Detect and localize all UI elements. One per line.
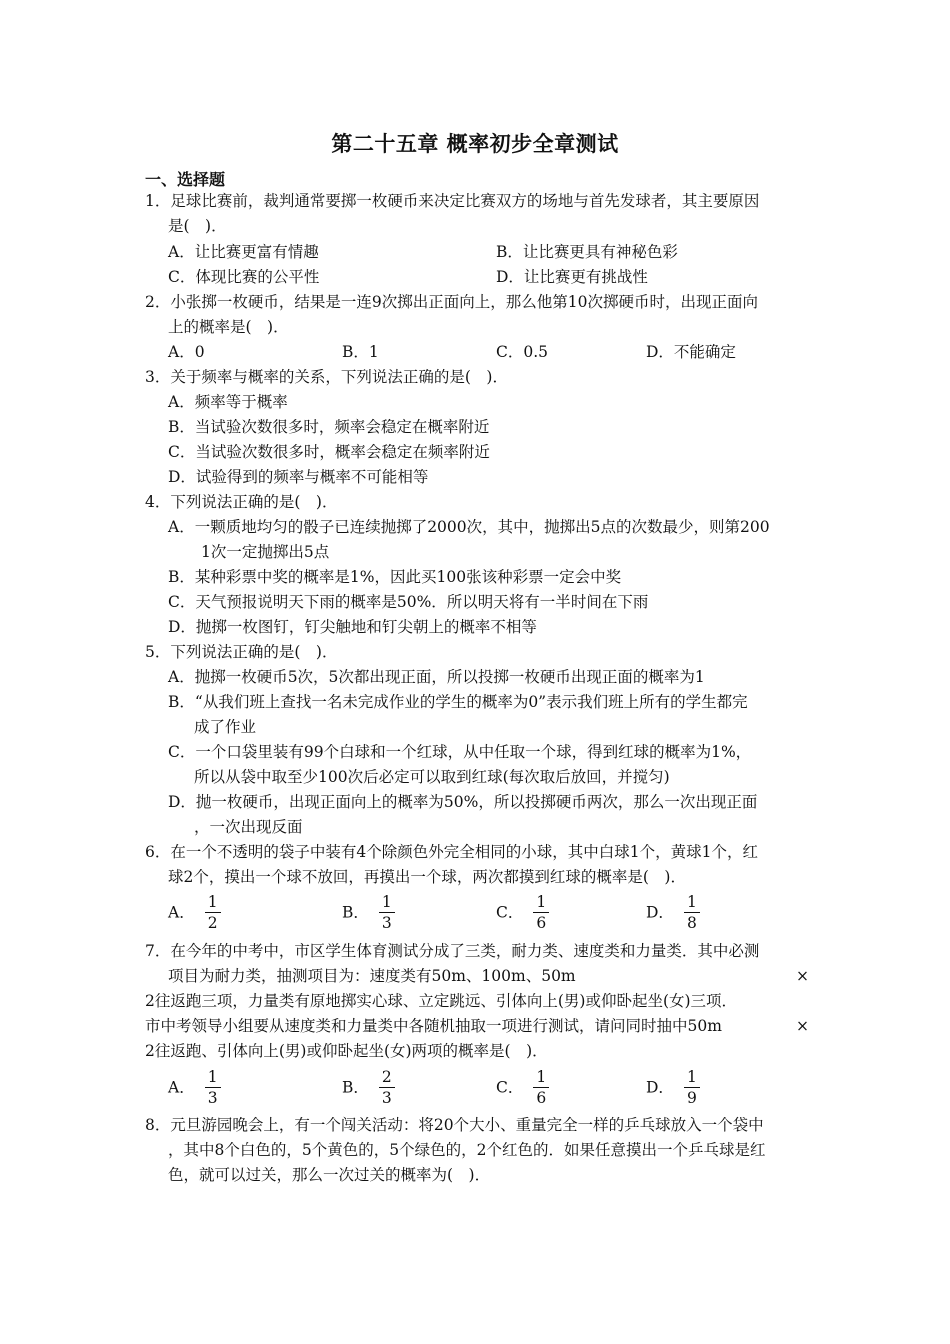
q8-stem-line3: 色，就可以过关，那么一次过关的概率为( )． [168,1166,491,1184]
fraction-numerator: 2 [379,1068,395,1088]
fraction-denominator: 8 [686,914,697,932]
q6-option-b-label: B． [342,903,369,922]
q5-option-d-line1: D．抛一枚硬币，出现正面向上的概率为50%，所以投掷硬币两次，那么一次出现正面 [168,793,758,811]
q7-option-c [496,1068,549,1107]
fraction-denominator: 3 [381,1089,392,1107]
q3-option-a: A．频率等于概率 [168,393,288,411]
fraction-numerator: 1 [533,893,549,913]
q7-option-b-label: B． [342,1078,369,1097]
q6-option-a-label: A． [168,903,195,922]
q7-option-d-label: D． [646,1078,674,1097]
q6-option-c-label: C． [496,903,524,922]
q7-option-a-fraction [205,1068,221,1107]
q6-option-c-fraction [533,893,549,932]
q2-option-c: C．0.5 [496,343,549,361]
q4-option-a-line1: A．一颗质地均匀的骰子已连续抛掷了2000次，其中，抛掷出5点的次数最少，则第200 [168,518,770,536]
q1-option-b: B．让比赛更具有神秘色彩 [496,243,678,261]
q4-option-a-line2: 1次一定抛掷出5点 [201,543,330,561]
q1-stem-line1: 1．足球比赛前，裁判通常要掷一枚硬币来决定比赛双方的场地与首先发球者，其主要原因 [145,192,760,210]
q7-option-a-label: A． [168,1078,195,1097]
fraction-numerator: 1 [205,1068,221,1088]
q6-option-b [342,893,395,932]
q6-option-d-label: D． [646,903,674,922]
q7-stem-line4: 市中考领导小组要从速度类和力量类中各随机抽取一项进行测试，请问同时抽中50m [145,1017,722,1035]
q7-option-d-fraction [684,1068,700,1107]
q7-option-a [168,1068,221,1107]
q6-option-a [168,893,221,932]
q1-option-a: A．让比赛更富有情趣 [168,243,319,261]
q5-stem-line1: 5．下列说法正确的是( )． [145,643,338,661]
q7-stem-line2-times: × [796,967,809,985]
q7-stem-line4-times: × [796,1017,809,1035]
section-heading: 一、选择题 [145,170,226,189]
q2-option-b: B．1 [342,343,379,361]
q3-option-b: B．当试验次数很多时，频率会稳定在概率附近 [168,418,490,436]
q5-option-a: A．抛掷一枚硬币5次，5次都出现正面，所以投掷一枚硬币出现正面的概率为1 [168,668,705,686]
q6-stem-line2: 球2个，摸出一个球不放回，再摸出一个球，两次都摸到红球的概率是( )． [168,868,686,886]
fraction-numerator: 1 [205,893,221,913]
q5-option-c-line1: C．一个口袋里装有99个白球和一个红球，从中任取一个球，得到红球的概率为1%， [168,743,752,761]
q3-option-c: C．当试验次数很多时，概率会稳定在频率附近 [168,443,490,461]
q4-stem-line1: 4．下列说法正确的是( )． [145,493,338,511]
fraction-denominator: 6 [536,1089,547,1107]
fraction-numerator: 1 [379,893,395,913]
q7-option-b-fraction [379,1068,395,1107]
q7-stem-line1: 7．在今年的中考中，市区学生体育测试分成了三类，耐力类、速度类和力量类．其中必测 [145,942,760,960]
q2-option-a: A．0 [168,343,205,361]
q3-option-d: D．试验得到的频率与概率不可能相等 [168,468,429,486]
page-title: 第二十五章 概率初步全章测试 [331,131,619,156]
q5-option-b-line1: B．“从我们班上查找一名未完成作业的学生的概率为0”表示我们班上所有的学生都完 [168,693,748,711]
fraction-denominator: 3 [381,914,392,932]
q3-stem-line1: 3．关于频率与概率的关系，下列说法正确的是( )． [145,368,508,386]
q6-option-c [496,893,549,932]
q2-option-d: D．不能确定 [646,343,736,361]
q7-option-d [646,1068,700,1107]
q6-option-b-fraction [379,893,395,932]
q6-option-a-fraction [205,893,221,932]
fraction-denominator: 9 [686,1089,697,1107]
q4-option-d: D．抛掷一枚图钉，钉尖触地和钉尖朝上的概率不相等 [168,618,537,636]
q6-option-d-fraction [684,893,700,932]
q5-option-d-line2: ，一次出现反面 [194,818,303,836]
q5-option-c-line2: 所以从袋中取至少100次后必定可以取到红球(每次取后放回，并搅匀) [194,768,670,786]
q1-stem-line2: 是( )． [168,217,227,235]
q2-stem-line1: 2．小张掷一枚硬币，结果是一连9次掷出正面向上，那么他第10次掷硬币时，出现正面向 [145,293,758,311]
q1-option-c: C．体现比赛的公平性 [168,268,320,286]
q8-stem-line1: 8．元旦游园晚会上，有一个闯关活动：将20个大小、重量完全一样的乒乓球放入一个袋中 [145,1116,764,1134]
q7-stem-line5: 2往返跑、引体向上(男)或仰卧起坐(女)两项的概率是( )． [145,1042,548,1060]
q7-stem-line3: 2往返跑三项，力量类有原地掷实心球、立定跳远、引体向上(男)或仰卧起坐(女)三项． [145,992,738,1010]
q6-option-d [646,893,700,932]
fraction-numerator: 1 [684,893,700,913]
q2-stem-line2: 上的概率是( )． [168,318,289,336]
q7-option-b [342,1068,395,1107]
q7-option-c-label: C． [496,1078,524,1097]
q1-option-d: D．让比赛更有挑战性 [496,268,648,286]
q7-stem-line2: 项目为耐力类，抽测项目为：速度类有50m、100m、50m [168,967,576,985]
q4-option-c: C．天气预报说明天下雨的概率是50%．所以明天将有一半时间在下雨 [168,593,649,611]
fraction-denominator: 6 [536,914,547,932]
q7-option-c-fraction [533,1068,549,1107]
fraction-numerator: 1 [533,1068,549,1088]
q4-option-b: B．某种彩票中奖的概率是1%，因此买100张该种彩票一定会中奖 [168,568,622,586]
fraction-denominator: 2 [207,914,218,932]
fraction-denominator: 3 [207,1089,218,1107]
fraction-numerator: 1 [684,1068,700,1088]
q8-stem-line2: ，其中8个白色的，5个黄色的，5个绿色的，2个红色的．如果任意摸出一个乒乓球是红 [168,1141,766,1159]
q5-option-b-line2: 成了作业 [194,718,257,736]
q6-stem-line1: 6．在一个不透明的袋子中装有4个除颜色外完全相同的小球，其中白球1个，黄球1个，红 [145,843,758,861]
